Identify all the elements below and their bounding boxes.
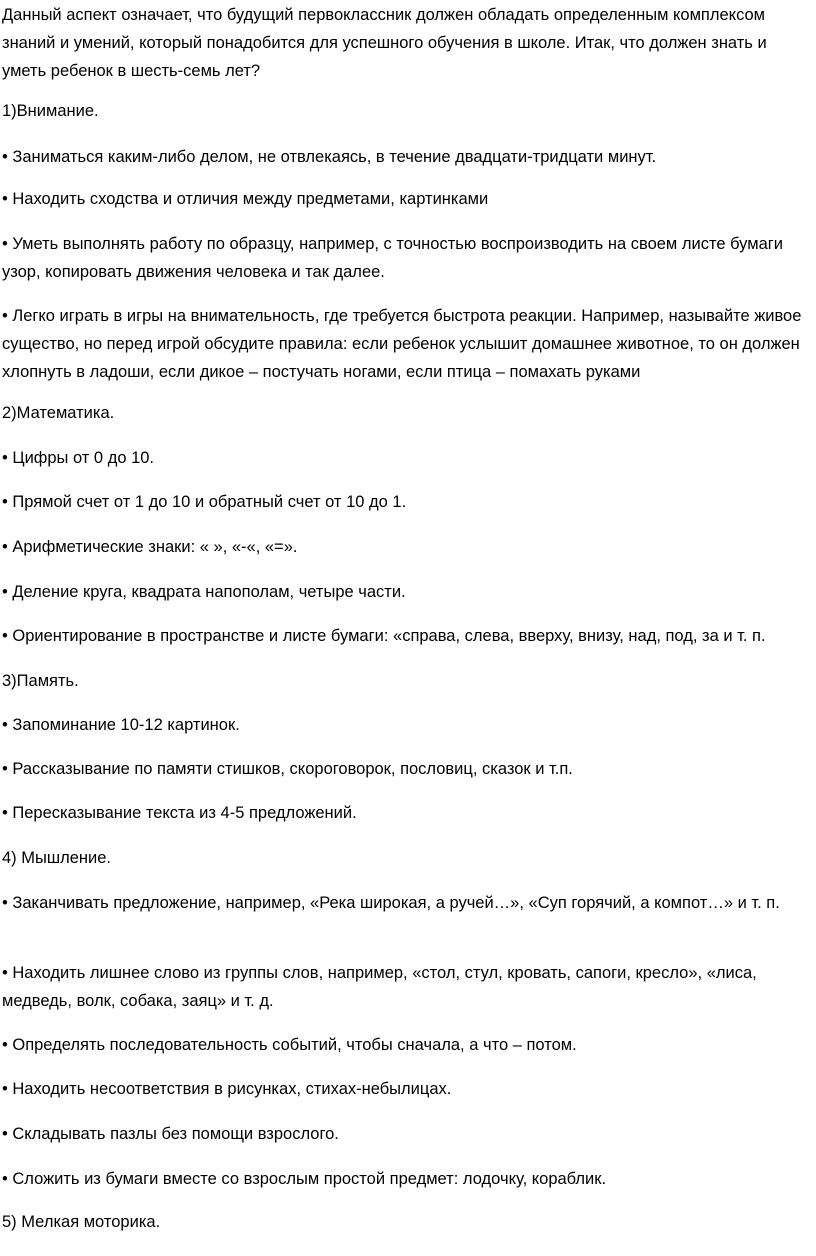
list-item: • Сложить из бумаги вместе со взрослым простой предмет: лодочку, кораблик. xyxy=(2,1170,607,1188)
list-item: • Деление круга, квадрата напополам, четыре части. xyxy=(2,583,406,601)
section-heading-thinking: 4) Мышление. xyxy=(2,849,111,867)
list-item: • Арифметические знаки: « », «-«, «=». xyxy=(2,538,298,556)
section-heading-math: 2)Математика. xyxy=(2,404,115,422)
list-item: • Находить несоответствия в рисунках, стихах-небылицах. xyxy=(2,1080,452,1098)
section-heading-fine-motor: 5) Мелкая моторика. xyxy=(2,1213,161,1231)
list-item: • Находить сходства и отличия между предметами, картинками xyxy=(2,190,489,208)
list-item: • Складывать пазлы без помощи взрослого. xyxy=(2,1125,339,1143)
list-item: • Рассказывание по памяти стишков, скороговорок, пословиц, сказок и т.п. xyxy=(2,760,573,778)
section-heading-memory: 3)Память. xyxy=(2,672,79,690)
list-item: • Заканчивать предложение, например, «Река широкая, а ручей…», «Суп горячий, а компот…» и т. п. xyxy=(2,894,780,912)
list-item: • Определять последовательность событий, чтобы сначала, а что – потом. xyxy=(2,1036,577,1054)
list-item: • Пересказывание текста из 4-5 предложений. xyxy=(2,804,357,822)
list-item: • Прямой счет от 1 до 10 и обратный счет от 10 до 1. xyxy=(2,493,407,511)
list-item: • Заниматься каким-либо делом, не отвлекаясь, в течение двадцати-тридцати минут. xyxy=(2,148,657,166)
intro-paragraph: Данный аспект означает, что будущий первоклассник должен обладать определенным комплексом знаний и умений, который понадобится для успешного обучения в школе. Итак, что должен знать и уметь ребенок в шесть-семь лет? xyxy=(2,6,767,80)
list-item: • Легко играть в игры на внимательность, где требуется быстрота реакции. Например, называйте живое существо, но перед игрой обсудите правила: если ребенок услышит домашнее животное, то он должен хлопнуть в ладоши, если дикое – постучать ногами, если птица – помахать руками xyxy=(2,307,802,381)
section-heading-attention: 1)Внимание. xyxy=(2,102,99,120)
list-item: • Запоминание 10-12 картинок. xyxy=(2,716,240,734)
list-item: • Находить лишнее слово из группы слов, например, «стол, стул, кровать, сапоги, кресло», «лиса, медведь, волк, собака, заяц» и т. д. xyxy=(2,964,757,1010)
list-item: • Уметь выполнять работу по образцу, например, с точностью воспроизводить на своем листе бумаги узор, копировать движения человека и так далее. xyxy=(2,235,783,281)
list-item: • Ориентирование в пространстве и листе бумаги: «справа, слева, вверху, внизу, над, под, за и т. п. xyxy=(2,627,766,645)
list-item: • Цифры от 0 до 10. xyxy=(2,449,155,467)
